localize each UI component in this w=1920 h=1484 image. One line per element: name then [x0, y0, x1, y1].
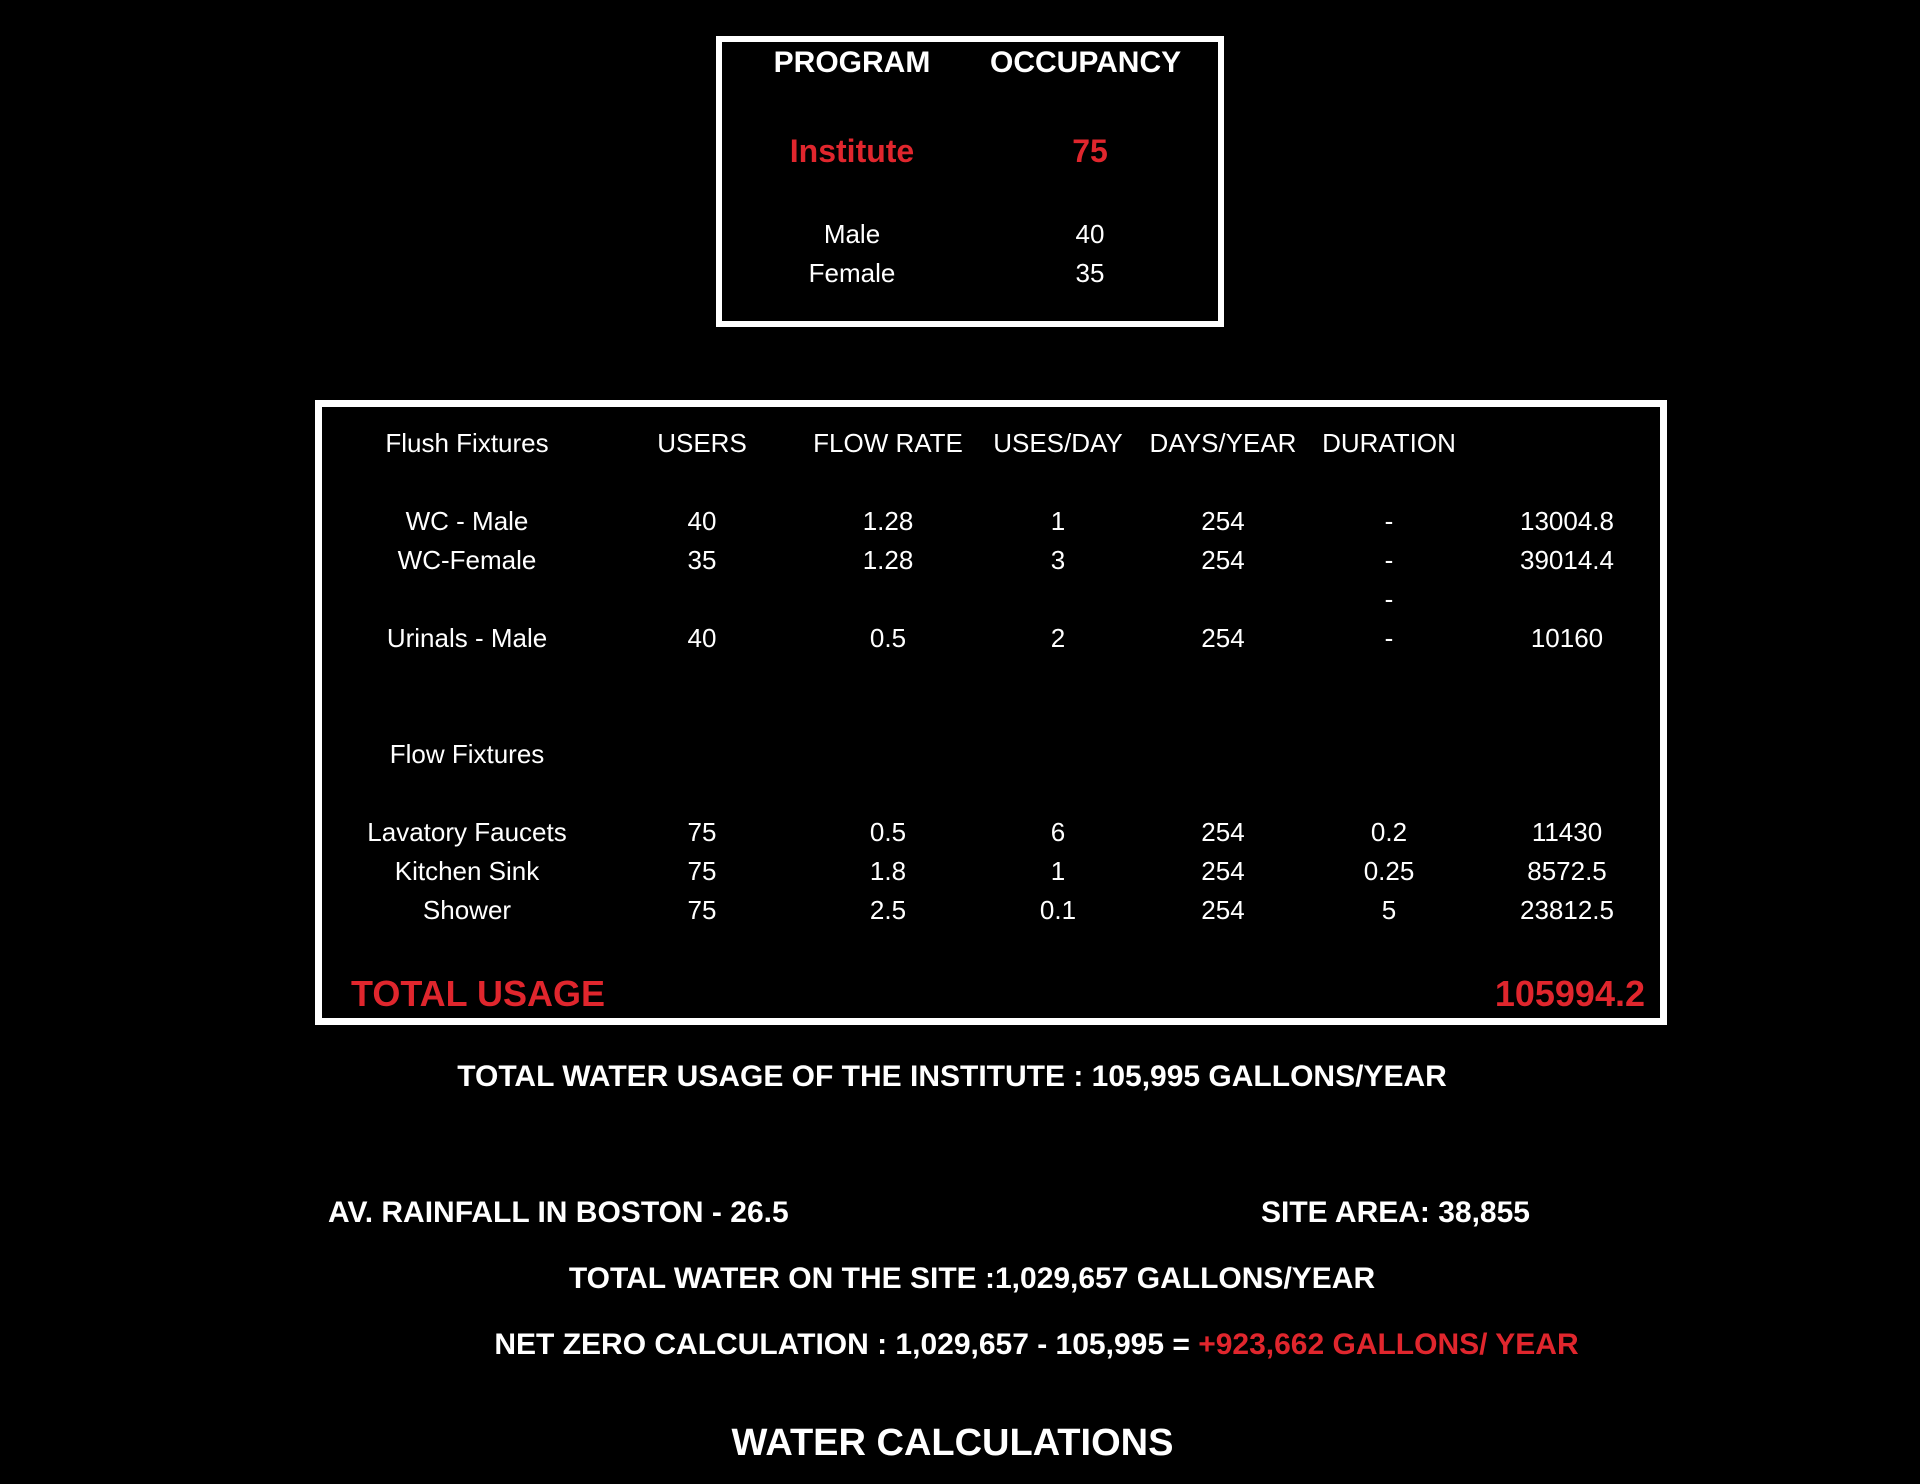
net-zero-prefix: NET ZERO CALCULATION : 1,029,657 - 105,995 =: [494, 1328, 1199, 1361]
occupancy-label-female: Female: [808, 258, 896, 288]
row-duration: 0.25: [1363, 856, 1415, 886]
row-total: 8572.5: [1527, 856, 1607, 886]
header-uses-day: USES/DAY: [993, 428, 1123, 458]
row-flow-rate: 1.28: [862, 545, 914, 575]
row-uses-day: 3: [1050, 545, 1066, 575]
occupancy-header: OCCUPANCY: [990, 46, 1182, 79]
row-days-year: 254: [1201, 506, 1245, 536]
net-zero-line: [260, 1328, 1813, 1362]
site-area-line: SITE AREA: 38,855: [1261, 1196, 1530, 1229]
row-users: 40: [687, 623, 717, 653]
row-uses-day: 0.1: [1039, 895, 1077, 925]
row-users: 75: [687, 856, 717, 886]
occupancy-label-male: Male: [823, 219, 881, 249]
row-uses-day: 1: [1050, 506, 1066, 536]
row-total: 13004.8: [1520, 506, 1614, 536]
row-duration: -: [1384, 584, 1394, 614]
row-uses-day: 6: [1050, 817, 1066, 847]
header-duration: DURATION: [1322, 428, 1456, 458]
row-duration: -: [1384, 545, 1394, 575]
row-name: Kitchen Sink: [394, 856, 540, 886]
header-days-year: DAYS/YEAR: [1149, 428, 1297, 458]
row-name: Lavatory Faucets: [367, 817, 567, 847]
row-users: 40: [687, 506, 717, 536]
flow-fixtures-heading: Flow Fixtures: [389, 739, 545, 769]
row-days-year: 254: [1201, 623, 1245, 653]
header-flow-rate: FLOW RATE: [813, 428, 963, 458]
row-days-year: 254: [1201, 895, 1245, 925]
row-total: 11430: [1531, 817, 1603, 847]
row-duration: 0.2: [1370, 817, 1408, 847]
row-flow-rate: 0.5: [869, 817, 907, 847]
row-days-year: 254: [1201, 817, 1245, 847]
net-zero-result: +923,662 GALLONS/ YEAR: [1198, 1328, 1579, 1361]
page-title: WATER CALCULATIONS: [731, 1422, 1174, 1464]
row-flow-rate: 1.28: [862, 506, 914, 536]
occupancy-value-female: 35: [1075, 258, 1105, 288]
header-users: USERS: [657, 428, 747, 458]
row-flow-rate: 2.5: [869, 895, 907, 925]
row-name: Shower: [422, 895, 512, 925]
row-users: 75: [687, 895, 717, 925]
header-fixture: Flush Fixtures: [385, 428, 549, 458]
total-site-water-line: TOTAL WATER ON THE SITE :1,029,657 GALLONS/YEAR: [568, 1262, 1376, 1295]
row-uses-day: 1: [1050, 856, 1066, 886]
row-duration: -: [1384, 623, 1394, 653]
row-name: WC-Female: [397, 545, 537, 575]
row-flow-rate: 1.8: [869, 856, 907, 886]
program-name: Institute: [789, 133, 915, 169]
rainfall-line: AV. RAINFALL IN BOSTON - 26.5: [328, 1196, 789, 1229]
fixtures-table-box: [315, 400, 1667, 1025]
row-total: 23812.5: [1520, 895, 1614, 925]
total-usage-value: 105994.2: [1494, 973, 1645, 1014]
row-name: WC - Male: [405, 506, 529, 536]
row-days-year: 254: [1201, 545, 1245, 575]
row-name: Urinals - Male: [386, 623, 548, 653]
total-usage-label: TOTAL USAGE: [351, 973, 606, 1014]
row-total: 39014.4: [1520, 545, 1614, 575]
row-users: 75: [687, 817, 717, 847]
occupancy-value-male: 40: [1075, 219, 1105, 249]
row-uses-day: 2: [1050, 623, 1066, 653]
program-occupancy-total: 75: [1072, 133, 1108, 169]
row-flow-rate: 0.5: [869, 623, 907, 653]
row-total: 10160: [1530, 623, 1604, 653]
total-water-usage-line: TOTAL WATER USAGE OF THE INSTITUTE : 105,995 GALLONS/YEAR: [457, 1060, 1447, 1093]
row-duration: 5: [1381, 895, 1397, 925]
row-users: 35: [687, 545, 717, 575]
row-duration: -: [1384, 506, 1394, 536]
program-header: PROGRAM: [773, 46, 931, 79]
row-days-year: 254: [1201, 856, 1245, 886]
